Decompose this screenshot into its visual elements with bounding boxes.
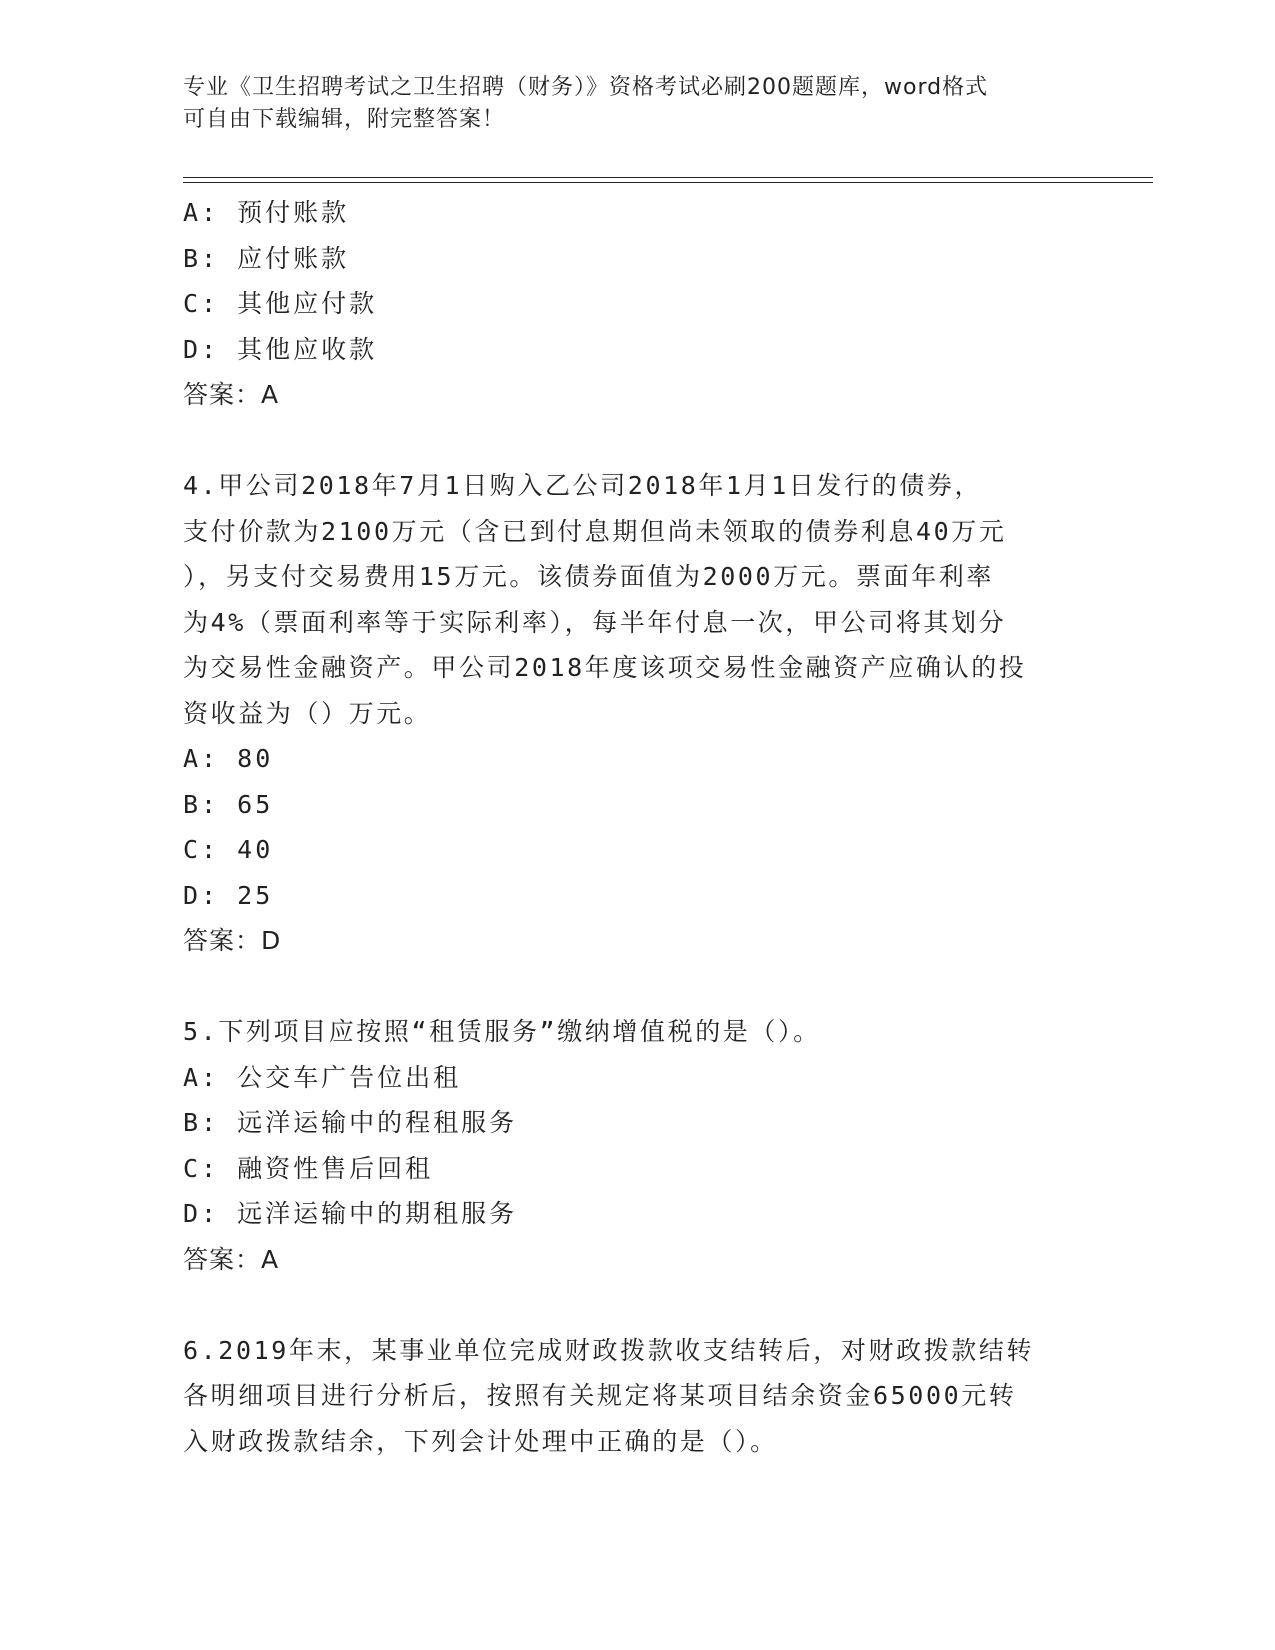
question-6	[183, 1328, 1083, 1465]
header-divider-top	[183, 177, 1153, 178]
question-5	[183, 1009, 1083, 1282]
option-c: C: 40	[183, 835, 274, 864]
option-b: B: 远洋运输中的程租服务	[183, 1108, 518, 1137]
document-header	[183, 72, 1063, 136]
spacer	[183, 1282, 1083, 1328]
question-3	[183, 190, 1083, 418]
answer-line: 答案：A	[183, 380, 280, 409]
option-a: A: 80	[183, 744, 274, 773]
question-text-line: 为交易性金融资产。甲公司2018年度该项交易性金融资产应确认的投	[183, 653, 1027, 682]
question-text-line: 支付价款为2100万元（含已到付息期但尚未领取的债券利息40万元	[183, 516, 1007, 546]
option-a: A: 公交车广告位出租	[183, 1062, 462, 1092]
header-title-line-1: 专业《卫生招聘考试之卫生招聘（财务）》资格考试必刷200题题库，word格式	[183, 75, 989, 100]
question-text-line: 5.下列项目应按照“租赁服务”缴纳增值税的是（）。	[183, 1017, 821, 1046]
question-4	[183, 463, 1083, 964]
spacer	[183, 964, 1083, 1010]
question-text-line: ），另支付交易费用15万元。该债券面值为2000万元。票面年利率	[183, 562, 995, 591]
question-text-line: 4.甲公司2018年7月1日购入乙公司2018年1月1日发行的债券，	[183, 471, 983, 500]
header-title-line-2: 可自由下载编辑，附完整答案！	[183, 107, 506, 132]
question-text-line: 入财政拨款结余，下列会计处理中正确的是（）。	[183, 1426, 778, 1456]
option-c: C: 融资性售后回租	[183, 1153, 434, 1183]
question-text-line: 资收益为（）万元。	[183, 698, 432, 728]
option-b: B: 应付账款	[183, 243, 350, 273]
header-divider-bottom	[183, 182, 1153, 183]
option-d: D: 25	[183, 880, 274, 910]
option-d: D: 其他应收款	[183, 334, 378, 364]
spacer	[183, 418, 1083, 464]
question-text-line: 6.2019年末，某事业单位完成财政拨款收支结转后，对财政拨款结转	[183, 1335, 1035, 1365]
question-text-line: 为4%（票面利率等于实际利率），每半年付息一次，甲公司将其划分	[183, 607, 1007, 637]
question-text-line: 各明细项目进行分析后，按照有关规定将某项目结余资金65000元转	[183, 1381, 1017, 1410]
option-a: A: 预付账款	[183, 198, 350, 227]
answer-line: 答案：A	[183, 1244, 280, 1274]
option-c: C: 其他应付款	[183, 289, 378, 318]
answer-line: 答案：D	[183, 926, 282, 955]
option-b: B: 65	[183, 789, 274, 819]
option-d: D: 远洋运输中的期租服务	[183, 1199, 518, 1228]
question-list	[183, 190, 1083, 1464]
